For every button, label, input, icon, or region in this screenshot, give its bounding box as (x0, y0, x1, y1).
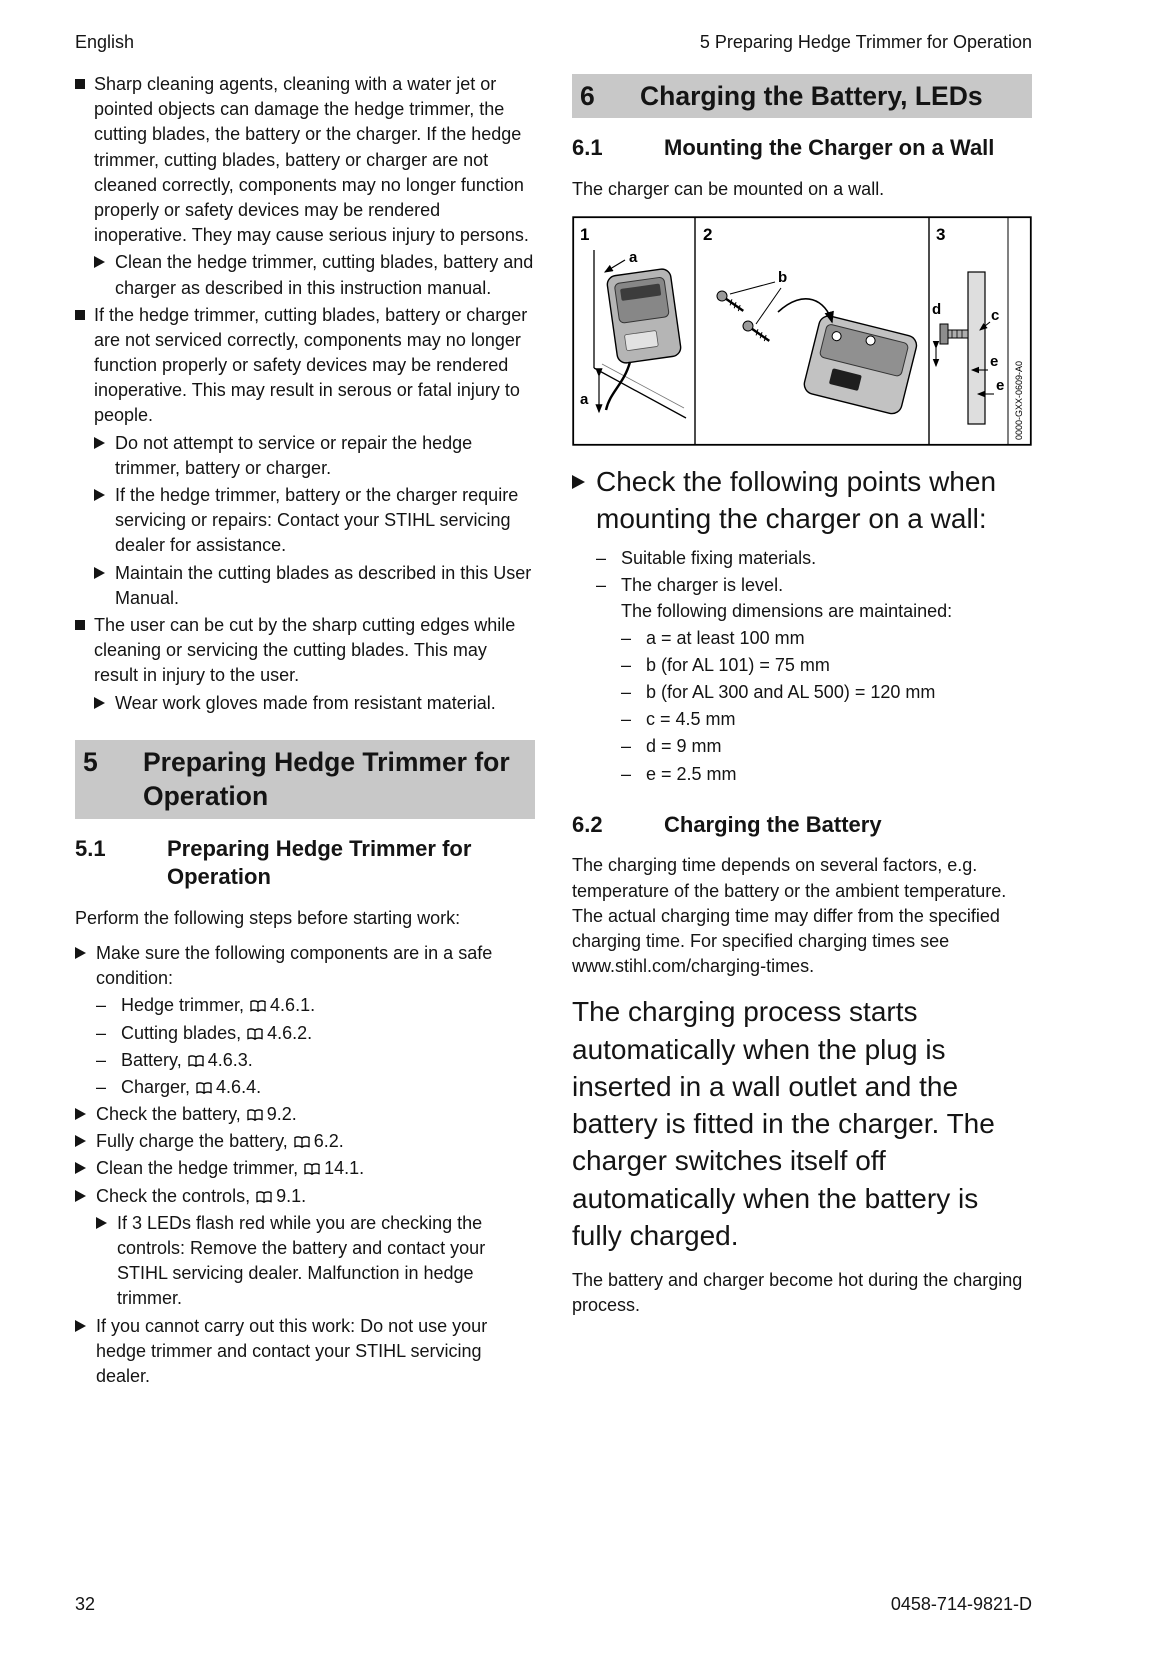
arrow-bullet-icon (75, 1314, 96, 1390)
section-5-1-heading (75, 835, 535, 892)
step-label: Check the battery, (96, 1104, 241, 1125)
dash-bullet: – (621, 709, 632, 730)
component-item (96, 1048, 535, 1073)
safety-step-item (94, 561, 535, 611)
dash-bullet: – (96, 1022, 107, 1043)
page-header (75, 30, 1032, 55)
check-item-text: Suitable fixing materials. (621, 548, 817, 569)
book-reference-icon (188, 1048, 204, 1073)
subsection-title: Charging the Battery (664, 811, 882, 837)
step-label: Clean the hedge trimmer, (96, 1158, 299, 1179)
component-label: Charger, (121, 1076, 191, 1097)
intro-paragraph: The charger can be mounted on a wall. (572, 179, 885, 200)
step-label: Check the controls, (96, 1185, 251, 1206)
dash-bullet: – (96, 1049, 107, 1070)
figure-label-e: e (990, 353, 999, 371)
charging-time-paragraph: The charging time depends on several factors, e.g. temperature of the battery or the ambient temperature. The actual charging time may differ from the specified charging time. For specified charging times see www.stihl.com/charging-times. (572, 855, 1007, 977)
check-item (596, 573, 1032, 787)
step-label: Fully charge the battery, (96, 1131, 288, 1152)
reference-number: 4.6.4. (216, 1076, 262, 1097)
document-number: 0458-714-9821-D (890, 1594, 1032, 1614)
dimension-text: a = at least 100 mm (646, 627, 805, 648)
component-text (121, 1075, 261, 1100)
section-number: 6 (580, 81, 595, 111)
wall-mount-figure (572, 216, 1032, 446)
safety-step-item (94, 431, 535, 481)
reference-number: 4.6.1. (270, 995, 316, 1016)
subsection-number: 6.2 (572, 811, 603, 837)
check-item (596, 546, 1032, 571)
safety-step-text: Maintain the cutting blades as described in this User Manual. (115, 562, 532, 608)
figure-label-a: a (629, 249, 638, 267)
figure-svg (572, 216, 1032, 446)
reference-number: 9.2. (266, 1104, 297, 1125)
check-points-block (572, 464, 1032, 787)
arrow-bullet-icon (94, 483, 115, 559)
figure-reference-code: 0000-GXX-0609-A0 (1014, 361, 1024, 441)
book-reference-icon (247, 1021, 263, 1046)
safety-text: Sharp cleaning agents, cleaning with a water jet or pointed objects can damage the hedge trimmer, the cutting blades, the battery or the charger. If the hedge trimmer, cutting blades, battery or charger are not cleaned correctly, components may no longer function properly or safety devices may be rendered inoperative. They may cause serious injury to persons. (94, 74, 529, 246)
step-text (96, 1129, 344, 1154)
safety-bullet-item (75, 72, 535, 301)
section-5-heading (75, 740, 535, 819)
figure-label-e: e (996, 377, 1005, 395)
page-number: 32 (75, 1594, 96, 1614)
component-label: Battery, (121, 1049, 182, 1070)
figure-label-a: a (580, 391, 589, 409)
component-label: Cutting blades, (121, 1022, 242, 1043)
section-title: Preparing Hedge Trimmer for Operation (143, 746, 510, 812)
reference-number: 6.2. (313, 1131, 344, 1152)
header-chapter-title: 5 Preparing Hedge Trimmer for Operation (699, 32, 1032, 52)
dash-bullet: – (621, 627, 632, 648)
subsection-title: Mounting the Charger on a Wall (664, 135, 995, 161)
reference-number: 4.6.3. (207, 1049, 253, 1070)
figure-panel-number: 2 (703, 225, 713, 245)
square-bullet-icon (75, 72, 94, 301)
arrow-bullet-icon (75, 1156, 96, 1181)
square-bullet-icon (75, 303, 94, 611)
reference-number: 14.1. (324, 1158, 365, 1179)
step-item (75, 1156, 535, 1181)
arrow-bullet-icon (94, 561, 115, 611)
check-points-list (596, 546, 1032, 787)
book-reference-icon (294, 1129, 310, 1154)
dash-bullet: – (596, 575, 607, 596)
sub-step-item (96, 1211, 535, 1312)
reference-number: 9.1. (276, 1185, 307, 1206)
arrow-bullet-icon (94, 431, 115, 481)
step-item (75, 941, 535, 1100)
step-item (75, 1102, 535, 1127)
step-item (75, 1129, 535, 1154)
dimension-text: b (for AL 101) = 75 mm (646, 654, 830, 675)
left-column (75, 70, 535, 1389)
dash-bullet: – (96, 1076, 107, 1097)
book-reference-icon (304, 1156, 320, 1181)
dimension-item (621, 653, 1032, 678)
component-text (121, 1048, 253, 1073)
step-text: If you cannot carry out this work: Do not use your hedge trimmer and contact your STIHL servicing dealer. (96, 1315, 488, 1386)
charging-process-paragraph: The charging process starts automatically when the plug is inserted in a wall outlet and the battery is fitted in the charger. The charger switches itself off automatically when the battery is fully charged. (572, 996, 995, 1251)
safety-step-text: Clean the hedge trimmer, cutting blades, battery and charger as described in this instruction manual. (115, 252, 534, 298)
arrow-bullet-icon (96, 1211, 117, 1312)
book-reference-icon (247, 1102, 263, 1127)
check-points-heading: Check the following points when mounting the charger on a wall: (596, 466, 997, 535)
component-label: Hedge trimmer, (121, 995, 245, 1016)
step-text (96, 1184, 535, 1209)
dash-bullet: – (96, 995, 107, 1016)
section-number: 5 (83, 746, 98, 777)
reference-number: 4.6.2. (267, 1022, 313, 1043)
arrow-bullet-icon (572, 464, 596, 787)
arrow-bullet-icon (75, 1184, 96, 1312)
dash-bullet: – (596, 548, 607, 569)
step-text (96, 1156, 364, 1181)
safety-step-item (94, 483, 535, 559)
figure-label-d: d (932, 301, 942, 319)
safety-step-text: Wear work gloves made from resistant material. (115, 692, 496, 713)
subsection-number: 5.1 (75, 835, 106, 861)
book-reference-icon (196, 1075, 212, 1100)
step-item (75, 1184, 535, 1312)
check-item-text: The charger is level. (621, 575, 784, 596)
arrow-bullet-icon (75, 1129, 96, 1154)
dimension-item (621, 707, 1032, 732)
safety-step-text: If the hedge trimmer, battery or the charger require servicing or repairs: Contact your STIHL servicing dealer for assistance. (115, 485, 519, 556)
step-text: Make sure the following components are in a safe condition: (96, 942, 493, 989)
header-language: English (75, 32, 135, 52)
dimension-item (621, 762, 1032, 787)
safety-step-item (94, 691, 535, 716)
page-footer (75, 1592, 1032, 1617)
dimensions-intro: The following dimensions are maintained: (621, 600, 953, 621)
component-text (121, 993, 315, 1018)
step-text (96, 1102, 297, 1127)
section-6-2-heading (572, 811, 1032, 840)
preparation-steps-list (75, 941, 535, 1389)
dash-bullet: – (621, 682, 632, 703)
book-reference-icon (256, 1184, 272, 1209)
safety-step-text: Do not attempt to service or repair the hedge trimmer, battery or charger. (115, 432, 473, 478)
dimension-item (621, 626, 1032, 651)
arrow-bullet-icon (94, 250, 115, 300)
component-item (96, 1075, 535, 1100)
right-column (572, 70, 1032, 1328)
dash-bullet: – (621, 763, 632, 784)
arrow-bullet-icon (75, 1102, 96, 1127)
dimension-item (621, 734, 1032, 759)
figure-panel-number: 1 (580, 225, 590, 245)
section-title: Charging the Battery, LEDs (640, 81, 983, 111)
dash-bullet: – (621, 654, 632, 675)
component-item (96, 1021, 535, 1046)
safety-text: The user can be cut by the sharp cutting edges while cleaning or servicing the cutting blades. This may result in injury to the user. (94, 614, 516, 686)
figure-label-c: c (991, 307, 1000, 325)
subsection-title: Preparing Hedge Trimmer for Operation (167, 835, 472, 890)
step-item (75, 1314, 535, 1390)
figure-label-b: b (778, 269, 788, 287)
safety-step-item (94, 250, 535, 300)
arrow-bullet-icon (75, 941, 96, 1100)
dimension-item (621, 680, 1032, 705)
section-6-1-heading (572, 134, 1032, 163)
subsection-number: 6.1 (572, 135, 603, 161)
book-reference-icon (250, 993, 266, 1018)
arrow-bullet-icon (94, 691, 115, 716)
dimension-text: e = 2.5 mm (646, 763, 737, 784)
charging-heat-paragraph: The battery and charger become hot during the charging process. (572, 1269, 1023, 1316)
square-bullet-icon (75, 613, 94, 716)
dimensions-list (621, 626, 1032, 787)
intro-paragraph: Perform the following steps before starting work: (75, 907, 461, 928)
safety-text: If the hedge trimmer, cutting blades, battery or charger are not serviced correctly, components may no longer function properly or safety devices may be rendered inoperative. This may result in serous or fatal injury to people. (94, 304, 528, 426)
dimension-text: b (for AL 300 and AL 500) = 120 mm (646, 682, 936, 703)
sub-step-text: If 3 LEDs flash red while you are checking the controls: Remove the battery and contact your STIHL servicing dealer. Malfunction in hedge trimmer. (117, 1212, 486, 1309)
dimension-text: d = 9 mm (646, 736, 722, 757)
safety-bullet-item (75, 613, 535, 716)
safety-warnings-list (75, 72, 535, 716)
figure-panel-number: 3 (936, 225, 946, 245)
dash-bullet: – (621, 736, 632, 757)
dimension-text: c = 4.5 mm (646, 709, 736, 730)
component-text (121, 1021, 312, 1046)
safety-bullet-item (75, 303, 535, 611)
section-6-heading (572, 74, 1032, 118)
component-item (96, 993, 535, 1018)
